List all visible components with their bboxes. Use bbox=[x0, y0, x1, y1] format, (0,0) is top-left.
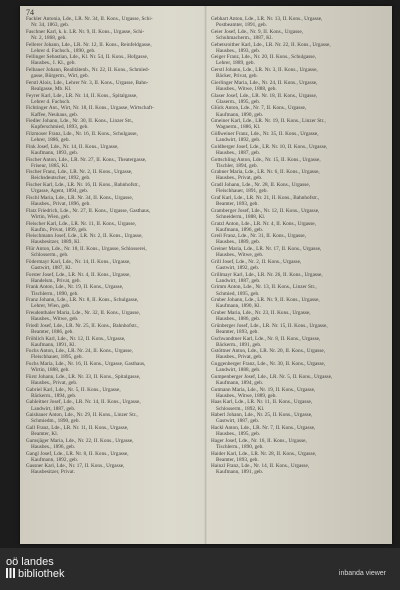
directory-entry bbox=[211, 259, 389, 271]
entry-line-2: Beamter, Kl. bbox=[31, 431, 59, 438]
entry-line-2: Lehrer, 1886, geb. bbox=[31, 137, 70, 144]
entry-line-2: Nr. 2, 1868, geb. bbox=[31, 34, 67, 41]
entry-line-2: Schlosserm., 1892, Kl. bbox=[216, 405, 265, 412]
entry-line-1: Haider Karl, Lde., LR. Nr. 28, II. Kons., Urgasse, bbox=[211, 450, 317, 457]
directory-entry bbox=[26, 412, 204, 424]
entry-line-1: Greil Franz, Lde., Nr. 31, II. Kons., Urgasse, bbox=[211, 233, 306, 240]
directory-entry bbox=[26, 451, 204, 463]
entry-line-1: Fischer Karl, Lde., LR. Nr. 16, II. Kons., Bahnhofstr., bbox=[26, 182, 141, 189]
entry-line-1: Gramberger Josef, Lde., Nr. 12, II. Kons., Urgasse, bbox=[211, 207, 320, 214]
entry-line-2: Kaufmann, 1890, Kl. bbox=[216, 303, 261, 310]
directory-entry bbox=[211, 387, 389, 399]
entry-line-2: Beamter, 1893, geb. bbox=[216, 201, 259, 208]
entry-line-2: Beamter, 1893, geb. bbox=[216, 456, 259, 463]
directory-entry bbox=[26, 80, 204, 92]
entry-line-2: Kaufmann, 1893, geb. bbox=[31, 149, 79, 156]
entry-line-2: Kaufmann, 1891, geb. bbox=[216, 469, 264, 476]
entry-line-2: Beamter, 1886, geb. bbox=[31, 328, 74, 335]
entry-line-1: Geier Josef, Lde., Nr. 9, II. Kons., Urgasse, bbox=[211, 28, 304, 35]
entry-line-2: Hausbes., Witwe, 1888, geb. bbox=[216, 86, 277, 92]
entry-line-1: Glaser Josef, Lde., LR. Nr. 18, II. Kons., Urgasse, bbox=[211, 92, 318, 99]
entry-line-2: Hausbes., Privat, geb. bbox=[216, 354, 263, 361]
directory-entry bbox=[211, 16, 389, 28]
entry-line-2: Bäckerm., 1891, geb. bbox=[216, 341, 262, 348]
entry-line-1: Gößweiner Franz, Lde., Nr. 35, II. Kons., Urgasse, bbox=[211, 131, 319, 138]
directory-entry bbox=[211, 182, 389, 194]
directory-entry bbox=[26, 29, 204, 41]
entry-line-2: Hausbes., 1886, geb. bbox=[216, 316, 261, 323]
directory-entry bbox=[26, 387, 204, 399]
directory-entry bbox=[211, 54, 389, 66]
entry-line-2: Schmiedm., 1890, geb. bbox=[31, 418, 80, 425]
entry-line-1: Feyrer Karl, Lde., LR. Nr. 14, II. Kons., Spitalgasse, bbox=[26, 92, 138, 99]
directory-entry bbox=[211, 438, 389, 450]
entry-line-1: Frank Anton, Lde., Nr. 19, II. Kons., Urgasse, bbox=[26, 284, 124, 291]
entry-line-2: Kaufmann, 1894, geb. bbox=[216, 379, 264, 386]
entry-line-2: Hausbes., 1895, geb. bbox=[216, 431, 261, 438]
entry-line-2: Hausbes., Witwe, 1889, geb. bbox=[216, 392, 277, 399]
entry-line-1: Gamsjäger Maria, Lde., Nr. 22, II. Kons., Urgasse, bbox=[26, 437, 134, 444]
directory-entry bbox=[26, 361, 204, 373]
entry-line-1: Guggenberger Franz, Lde., Nr. 30, II. Kons., Urgasse, bbox=[211, 361, 326, 368]
directory-entry bbox=[211, 412, 389, 424]
entry-line-1: Gassner Karl, Lde., Nr. 17, II. Kons., Urgasse, bbox=[26, 463, 125, 470]
entry-line-2: Hausbesitzer, Privat. bbox=[31, 469, 75, 476]
entry-line-2: Tischler, 1894, geb. bbox=[216, 162, 258, 169]
entry-line-2: Hausbesitzer, 1889, Kl. bbox=[31, 239, 81, 246]
entry-line-2: Lehrer, Wien, geb. bbox=[31, 303, 71, 310]
entry-line-1: Fichtinger Ant., Wirt, Nr. 18, II. Kons., Urgasse, Wirtschaft- bbox=[26, 105, 154, 112]
directory-entry bbox=[211, 131, 389, 143]
directory-entry bbox=[26, 182, 204, 194]
entry-line-1: Goldberger Josef, Lde., LR. Nr. 10, II. Kons., Urgasse, bbox=[211, 143, 328, 150]
entry-line-1: Fischer Franz, Lde., LR. Nr. 2, II. Kons., Urgasse, bbox=[26, 169, 133, 176]
entry-line-2: Tischlerm., 1890, geb. bbox=[216, 443, 264, 450]
entry-line-1: Haas Karl, Lde., LR. Nr. 11, II. Kons., Urgasse, bbox=[211, 399, 313, 406]
entry-line-1: Hackl Anton, Lde., LR. Nr. 7, II. Kons., Urgasse, bbox=[211, 425, 316, 431]
directory-entry bbox=[26, 323, 204, 335]
directory-entry bbox=[211, 42, 389, 54]
document-page bbox=[20, 6, 392, 544]
directory-entry bbox=[26, 425, 204, 437]
entry-line-1: Flür Anton, Lde., Nr. 18, II. Kons., Urgasse, Schlosserei, bbox=[26, 246, 147, 253]
directory-entry bbox=[211, 169, 389, 181]
entry-line-2: Kaffee, Neuhaus, geb. bbox=[31, 111, 79, 118]
entry-line-2: Schuhmacherm., 1887, Kl. bbox=[216, 34, 273, 41]
entry-line-1: Fischer Anton, Lde., LR. Nr. 27, II. Kons., Theatergasse, bbox=[26, 156, 147, 163]
logo-line-2: bibliothek bbox=[18, 568, 65, 580]
directory-entry bbox=[211, 208, 389, 220]
entry-line-1: Grabner Maria, Lde., LR. Nr. 6, II. Kons., Urgasse, bbox=[211, 169, 320, 176]
directory-entry bbox=[26, 144, 204, 156]
entry-line-2: Gastwirt, 1887, Kl. bbox=[31, 264, 72, 271]
entry-line-2: Bäcker, Privat, geb. bbox=[216, 73, 258, 80]
entry-line-1: Fischl Maria, Lde., LR. Nr. 34, II. Kons., Urgasse, bbox=[26, 194, 134, 201]
entry-line-1: Hainzl Franz, Lde., Nr. 14, II. Kons., Urgasse, bbox=[211, 463, 310, 470]
entry-line-2: Hausbes., Privat, 1896, geb. bbox=[31, 201, 91, 208]
entry-line-1: Friedl Josef, Lde., LR. Nr. 25, II. Kons., Bahnhofstr., bbox=[26, 322, 139, 329]
entry-line-2: Hausbes., 1887, geb. bbox=[216, 149, 261, 156]
directory-entry bbox=[211, 297, 389, 309]
directory-entry bbox=[211, 323, 389, 335]
entry-line-1: Fellerer Johann, Lde., LR. Nr. 12, II. Kons., Reinfeldgasse, bbox=[26, 41, 152, 48]
logo-line-1: oö landes bbox=[6, 556, 54, 568]
entry-line-1: Födermayr Karl, Lde., Nr. 14, II. Kons., Urgasse, bbox=[26, 258, 131, 265]
entry-line-1: Fleischer Karl, Lde., LR. Nr. 11, II. Kons., Urgasse, bbox=[26, 220, 137, 227]
directory-entry bbox=[211, 348, 389, 360]
entry-line-1: Gmeiner Karl, Lde., LR. Nr. 19, II. Kons., Linzer Str., bbox=[211, 118, 326, 125]
entry-line-2: Kaufmann, 1890, geb. bbox=[216, 111, 264, 118]
entry-line-1: Gaisbauer Anton, Lde., Nr. 29, II. Kons., Linzer Str., bbox=[26, 412, 138, 419]
entry-line-2: Gastwirt, 1892, geb. bbox=[216, 264, 260, 271]
entry-line-2: Landwirt, 1887, geb. bbox=[31, 405, 76, 412]
directory-entry bbox=[26, 169, 204, 181]
directory-entry bbox=[26, 284, 204, 296]
directory-entry bbox=[26, 208, 204, 220]
entry-line-1: Fackler Antonia, Lde., LR. Nr. 34, II. Kons., Urgasse, Schi- bbox=[26, 16, 153, 22]
entry-line-1: Felbauer Johann, Realitätenb., Nr. 22, II. Kons., Schmied- bbox=[26, 67, 150, 74]
right-column bbox=[211, 16, 389, 476]
directory-entry bbox=[211, 463, 389, 475]
entry-line-1: Gebetsroither Karl, Lde., LR. Nr. 22, II. Kons., Urgasse, bbox=[211, 41, 331, 48]
logo-bars-icon bbox=[6, 568, 15, 578]
directory-entry bbox=[26, 399, 204, 411]
entry-line-1: Gierlinger Maria, Lde., Nr. 24, II. Kons., Urgasse, bbox=[211, 79, 318, 86]
entry-line-2: Reichsdeutscher, 1892, geb. bbox=[31, 175, 91, 182]
directory-entry bbox=[211, 399, 389, 411]
directory-entry bbox=[211, 451, 389, 463]
directory-entry bbox=[211, 118, 389, 130]
directory-entry bbox=[26, 259, 204, 271]
entry-line-2: Hausbes., Privat, geb. bbox=[31, 379, 78, 386]
directory-entry bbox=[26, 93, 204, 105]
entry-line-1: Filzmoser Franz, Lde., Nr. 16, II. Kons., Schulgasse, bbox=[26, 131, 138, 138]
directory-entry bbox=[26, 272, 204, 284]
entry-line-2: Glaserm., 1895, geb. bbox=[216, 98, 261, 105]
entry-line-2: Lehrer, 1889, geb. bbox=[216, 60, 255, 67]
entry-line-2: Hausbes., I. Kl., geb. bbox=[31, 60, 76, 67]
entry-line-1: Grimm Anton, Lde., Nr. 13, II. Kons., Linzer Str., bbox=[211, 284, 317, 291]
entry-line-1: Flatz Friedrich, Lde., Nr. 27, II. Kons., Urgasse, Gasthaus, bbox=[26, 207, 151, 214]
entry-line-2: Wirtin, Wien, geb. bbox=[31, 213, 71, 220]
directory-entry bbox=[26, 336, 204, 348]
directory-entry bbox=[26, 310, 204, 322]
directory-entry bbox=[211, 361, 389, 373]
entry-line-1: Gahleitner Josef, Lde., LR. Nr. 14, II. Kons., Urgasse, bbox=[26, 399, 141, 406]
directory-entry bbox=[26, 438, 204, 450]
entry-line-2: Hausbes., Witwe, geb. bbox=[31, 316, 79, 323]
directory-entry bbox=[26, 348, 204, 360]
entry-line-1: Fellinger Sebastian, Lde., Kl. Nr. 54, II. Kons., Hofgasse, bbox=[26, 54, 149, 61]
directory-entry bbox=[211, 67, 389, 79]
entry-line-1: Gumpenberger Josef, Lde., LR. Nr. 5, II. Kons., Urgasse, bbox=[211, 373, 333, 380]
directory-entry bbox=[26, 463, 204, 475]
entry-line-2: Fleischhauer, 1891, geb. bbox=[216, 188, 268, 195]
entry-line-2: Postbeamter, 1891, geb. bbox=[216, 22, 267, 29]
entry-line-1: Franz Johann, Lde., LR. Nr. 8, II. Kons., Schulgasse, bbox=[26, 297, 139, 304]
directory-entry bbox=[26, 246, 204, 258]
entry-line-2: Friseur, 1885, Kl. bbox=[31, 162, 69, 169]
directory-entry bbox=[211, 336, 389, 348]
entry-line-2: Kaufmann, 1891, Kl. bbox=[31, 341, 76, 348]
directory-entry bbox=[211, 157, 389, 169]
entry-line-2: Realgasse, Mb. Kl. bbox=[31, 86, 72, 92]
entry-line-1: Fiedler Johann, Lde., Nr. 30, II. Kons., Linzer Str., bbox=[26, 118, 134, 125]
directory-entry bbox=[211, 105, 389, 117]
entry-line-2: Kupferschmied, 1893, geb. bbox=[31, 124, 89, 131]
entry-line-1: Graf Karl, Lde., LR. Nr. 21, II. Kons., Bahnhofstr., bbox=[211, 194, 320, 201]
entry-line-2: gasse, Bürgerm., Wirt, geb. bbox=[31, 73, 90, 80]
directory-entry bbox=[211, 374, 389, 386]
directory-entry bbox=[26, 42, 204, 54]
entry-line-1: Gebhart Anton, Lde., LR. Nr. 13, II. Kons., Urgasse, bbox=[211, 16, 323, 22]
entry-line-1: Gottschling Anton, Lde., Nr. 15, II. Kons., Urgasse, bbox=[211, 156, 321, 163]
entry-line-2: Tischlerm., 1890, geb. bbox=[31, 290, 79, 297]
entry-line-1: Grill Josef, Lde., Nr. 2, II. Kons., Urgasse, bbox=[211, 258, 302, 265]
directory-entry bbox=[211, 425, 389, 437]
directory-entry bbox=[211, 246, 389, 258]
entry-line-1: Gradl Johann, Lde., Nr. 28, II. Kons., Urgasse, bbox=[211, 182, 311, 189]
entry-line-1: Gabriel Karl, Lde., Nr. 5, II. Kons., Urgasse, bbox=[26, 386, 121, 393]
library-logo[interactable] bbox=[6, 556, 64, 580]
directory-entry bbox=[26, 297, 204, 309]
entry-line-1: Grillmayr Karl, Lde., LR. Nr. 26, II. Kons., Urgasse, bbox=[211, 271, 323, 278]
entry-line-1: Fleischmann Josef, Lde., LR. Nr. 2, II. Kons., Urgasse, bbox=[26, 233, 143, 240]
entry-line-1: Forster Josef, Lde., LR. Nr. 4, II. Kons., Urgasse, bbox=[26, 271, 131, 278]
entry-line-2: Wirtin, 1888, geb. bbox=[31, 367, 70, 374]
entry-line-1: Geiger Franz, Lde., Nr. 20, II. Kons., Schulgasse, bbox=[211, 54, 317, 61]
entry-line-1: Hager Josef, Lde., Nr. 16, II. Kons., Urgasse, bbox=[211, 437, 307, 444]
entry-line-1: Greiner Maria, Lde., LR. Nr. 17, II. Kons., Urgasse, bbox=[211, 246, 322, 253]
entry-line-1: Ferstl Alois, Lde., Lehrer Nr. 3, II. Kons., Urgasse, Bahn- bbox=[26, 79, 149, 86]
entry-line-2: Kaufmann, 1892, geb. bbox=[31, 456, 79, 463]
entry-line-2: Kaufm., Privat, 1899, geb. bbox=[31, 226, 88, 233]
entry-line-2: Fleischhauer, 1895, geb. bbox=[31, 354, 83, 361]
directory-entry bbox=[26, 195, 204, 207]
entry-line-2: Schneiderm., 1888, Kl. bbox=[216, 213, 266, 220]
directory-entry bbox=[211, 272, 389, 284]
left-column bbox=[26, 16, 204, 476]
entry-line-1: Fuchs Anton, Lde., LR. Nr. 24, II. Kons., Urgasse, bbox=[26, 348, 134, 355]
directory-entry bbox=[211, 80, 389, 92]
entry-line-2: Landwirt, 1888, geb. bbox=[216, 367, 261, 374]
entry-line-2: Landwirt, 1892, geb. bbox=[216, 137, 261, 144]
entry-line-1: Gall Franz, Lde., LR. Nr. 11, II. Kons., Urgasse, bbox=[26, 425, 129, 431]
entry-line-1: Gschwandtner Karl, Lde., Nr. 8, II. Kons., Urgasse, bbox=[211, 335, 321, 342]
entry-line-1: Glück Anton, Lde., Nr. 7, II. Kons., Urgasse, bbox=[211, 105, 307, 112]
entry-line-1: Fröhlich Karl, Lde., Nr. 12, II. Kons., Urgasse, bbox=[26, 335, 126, 342]
entry-line-2: Bäckerm., 1894, geb. bbox=[31, 392, 77, 399]
directory-entry bbox=[26, 221, 204, 233]
entry-line-1: Fürst Johann, Lde., LR. Nr. 33, II. Kons., Spitalgasse, bbox=[26, 373, 141, 380]
directory-entry bbox=[211, 310, 389, 322]
directory-entry bbox=[26, 131, 204, 143]
entry-line-2: Lehrer d. Fachsch., 1890, geb. bbox=[31, 47, 96, 54]
entry-line-1: Gruber Johann, Lde., LR. Nr. 9, II. Kons., Urgasse, bbox=[211, 297, 320, 304]
entry-line-1: Grünberger Josef, Lde., LR. Nr. 15, II. Kons., Urgasse, bbox=[211, 322, 328, 329]
entry-line-1: Faschner Karl, k. k. LR. Nr. 9, II. Kons., Urgasse, Schi- bbox=[26, 28, 145, 35]
entry-line-1: Haberl Johann, Lde., Nr. 25, II. Kons., Urgasse, bbox=[211, 412, 313, 419]
page-number: 74 bbox=[26, 8, 34, 17]
entry-line-2: Hausbes., Privat, geb. bbox=[216, 175, 263, 182]
column-gutter bbox=[204, 6, 207, 544]
entry-line-1: Gratzl Anton, Lde., LR. Nr. 4, II. Kons., Urgasse, bbox=[211, 220, 316, 227]
directory-entry bbox=[211, 29, 389, 41]
entry-line-2: Handelsm., Privat, geb. bbox=[31, 277, 81, 284]
directory-entry bbox=[211, 93, 389, 105]
entry-line-1: Gutmann Maria, Lde., Nr. 19, II. Kons., Urgasse, bbox=[211, 386, 316, 393]
entry-line-2: Kaufmann, 1896, geb. bbox=[216, 226, 264, 233]
entry-line-1: Gstöttner Anton, Lde., LR. Nr. 20, II. Kons., Urgasse, bbox=[211, 348, 326, 355]
entry-line-1: Fuchs Maria, Lde., Nr. 16, II. Kons., Urgasse, Gasthaus, bbox=[26, 361, 146, 368]
entry-line-2: Lehrer d. Fachsch. bbox=[31, 98, 71, 105]
directory-entry bbox=[26, 157, 204, 169]
directory-entry bbox=[26, 118, 204, 130]
entry-line-2: Schmied, 1895, geb. bbox=[216, 290, 260, 297]
entry-line-2: Urgasse, Agent, 1894, geb. bbox=[31, 188, 89, 195]
directory-entry bbox=[211, 284, 389, 296]
entry-line-1: Gerstl Johann, Lde., LR. Nr. 3, II. Kons., Urgasse, bbox=[211, 67, 318, 74]
entry-line-2: Landwirt, 1887, geb. bbox=[216, 277, 261, 284]
entry-line-2: Hausbes., Witwe, geb. bbox=[216, 252, 264, 259]
directory-entry bbox=[26, 374, 204, 386]
entry-line-2: Wagnerm., 1886, Kl. bbox=[216, 124, 261, 131]
entry-line-1: Gruber Maria, Lde., Nr. 23, II. Kons., Urgasse, bbox=[211, 309, 311, 316]
viewer-label: inbanda viewer bbox=[338, 570, 386, 577]
entry-line-1: Fink Josef, Lde., Nr. 14, II. Kons., Urgasse, bbox=[26, 143, 119, 150]
directory-entry bbox=[211, 195, 389, 207]
entry-line-1: Freudenthaler Maria, Lde., Nr. 32, II. Kons., Urgasse, bbox=[26, 309, 141, 316]
entry-line-2: Beamter, 1893, geb. bbox=[216, 328, 259, 335]
entry-line-2: Nr. 34, 1863, geb. bbox=[31, 22, 70, 29]
directory-entry bbox=[26, 67, 204, 79]
directory-entry bbox=[211, 221, 389, 233]
directory-entry bbox=[26, 233, 204, 245]
entry-line-2: Hausbes., 1893, geb. bbox=[216, 47, 261, 54]
directory-entry bbox=[211, 233, 389, 245]
directory-entry bbox=[26, 54, 204, 66]
entry-line-1: Gangl Josef, Lde., LR. Nr. 8, II. Kons., Urgasse, bbox=[26, 450, 129, 457]
entry-line-2: Schlosserm., geb. bbox=[31, 252, 69, 259]
directory-entry bbox=[26, 16, 204, 28]
directory-entry bbox=[26, 105, 204, 117]
entry-line-2: Hausbes., 1896, geb. bbox=[31, 443, 76, 450]
entry-line-2: Gastwirt, 1887, geb. bbox=[216, 418, 260, 425]
entry-line-2: Hausbes., 1889, geb. bbox=[216, 239, 261, 246]
directory-entry bbox=[211, 144, 389, 156]
